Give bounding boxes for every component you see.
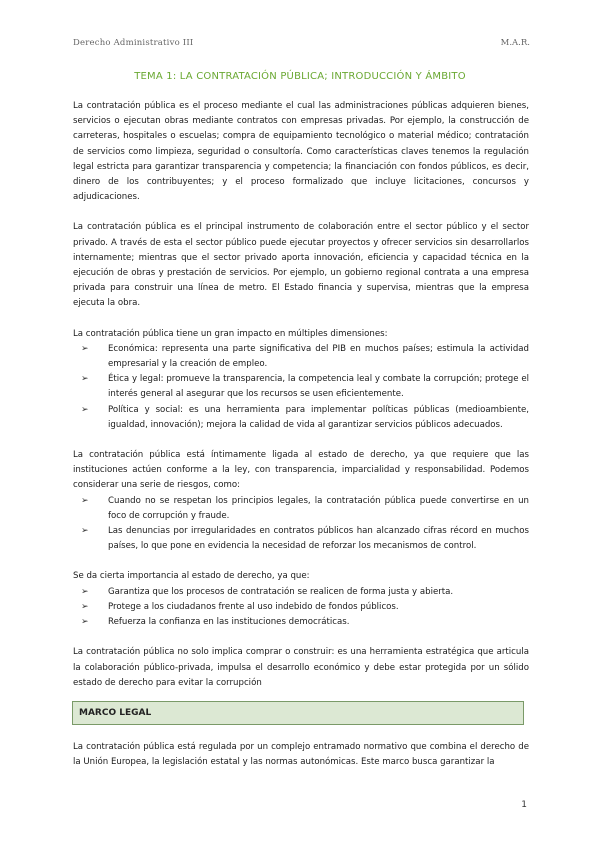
list-item [73,342,529,372]
list-item [73,585,529,600]
arrow-bullet-icon: ➢ [81,617,89,628]
list-item [73,615,529,630]
list-item-text: Económica: representa una parte significativa del PIB en muchos países; estimula la actividad empresarial y la creación de empleo. [108,343,529,370]
list-item-text: Protege a los ciudadanos frente al uso indebido de fondos públicos. [108,601,399,612]
arrow-bullet-icon: ➢ [81,601,89,612]
section-heading: MARCO LEGAL [79,708,152,718]
arrow-bullet-icon: ➢ [81,526,89,537]
paragraph: La contratación pública no solo implica comprar o construir: es una herramienta estratégica que articula la colaboración público-privada, impulsa el desarrollo económico y debe estar protegida por un sólido estado de derecho para evitar la corrupción [73,647,529,688]
list-item [73,494,529,524]
list-item [73,372,529,402]
list-item [73,600,529,615]
section-paragraph: La contratación pública está regulada por un complejo entramado normativo que combina el derecho de la Unión Europea, la legislación estatal y las normas autonómicas. Este marco busca garantizar la [73,742,529,768]
paragraph: La contratación pública tiene un gran impacto en múltiples dimensiones: [73,328,388,339]
list-item [73,403,529,433]
arrow-bullet-icon: ➢ [81,495,89,506]
arrow-bullet-icon: ➢ [81,374,89,385]
list-item-text: Las denuncias por irregularidades en contratos públicos han alcanzado cifras récord en muchos países, lo que pone en evidencia la necesidad de reforzar los mecanismos de control. [108,526,529,552]
section-heading-box [72,701,524,725]
list-item-text: Ética y legal: promueve la transparencia, la competencia leal y combate la corrupción; protege el interés general al asegurar que los recursos se usen eficientemente. [108,374,529,400]
bullet-list-riesgos [73,494,529,555]
document-body [73,99,529,706]
paragraph: La contratación pública está íntimamente ligada al estado de derecho, ya que requiere que las instituciones actúen conforme a la ley, con transparencia, imparcialidad y responsabilidad. Podemos considerar una serie de riesgos, como: [73,450,529,491]
bullet-list-dimensiones [73,342,529,433]
list-item [73,524,529,554]
paragraph: La contratación pública es el principal instrumento de colaboración entre el sector público y el sector privado. A través de esta el sector público puede ejecutar proyectos y ofrecer servicios sin desarrollarlos internamente; mientras que el sector privado aporta innovación, eficiencia y capacidad técnica en la ejecución de obras y prestación de servicios. Por ejemplo, un gobierno regional contrata a una empresa privada para construir una línea de metro. El Estado financia y supervisa, mientras que la empresa ejecuta la obra. [73,222,529,309]
running-header-author: M.A.R. [500,38,530,48]
list-item-text: Garantiza que los procesos de contratación se realicen de forma justa y abierta. [108,586,454,597]
list-item-text: Cuando no se respetan los principios legales, la contratación pública puede convertirse en un foco de corrupción y fraude. [108,495,529,521]
paragraph: Se da cierta importancia al estado de derecho, ya que: [73,571,310,582]
page-number: 1 [521,800,527,810]
bullet-list-importancia [73,585,529,631]
arrow-bullet-icon: ➢ [81,343,89,354]
list-item-text: Refuerza la confianza en las instituciones democráticas. [108,617,350,628]
page-title: TEMA 1: LA CONTRATACIÓN PÚBLICA; INTRODUCCIÓN Y ÁMBITO [134,71,466,82]
arrow-bullet-icon: ➢ [81,404,89,415]
paragraph: La contratación pública es el proceso mediante el cual las administraciones públicas adquieren bienes, servicios o ejecutan obras mediante contratos con empresas privadas. Por ejemplo, la construcción de carreteras, hospitales o escuelas; compra de equipamiento tecnológico o material médico; contratación de servicios como limpieza, seguridad o consultoría. Como características claves tenemos la regulación legal estricta para garantizar transparencia y competencia; la financiación con fondos públicos, es decir, dinero de los contribuyentes; y el proceso formalizado que incluye licitaciones, concursos y adjudicaciones. [73,101,529,203]
list-item-text: Política y social: es una herramienta para implementar políticas públicas (medioambiente, igualdad, innovación); mejora la calidad de vida al garantizar servicios públicos adecuados. [108,404,529,430]
running-header-course: Derecho Administrativo III [73,38,194,48]
arrow-bullet-icon: ➢ [81,586,89,597]
